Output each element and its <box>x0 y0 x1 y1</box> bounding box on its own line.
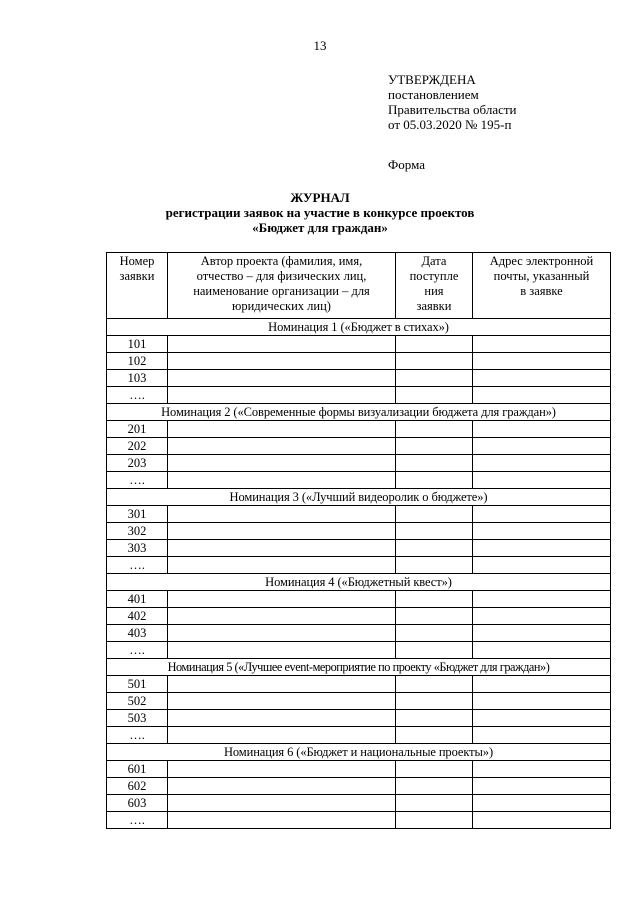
table-row <box>107 557 611 574</box>
title-line: регистрации заявок на участие в конкурсе проектов <box>165 205 475 220</box>
email-cell <box>473 676 611 693</box>
author-cell <box>168 540 396 557</box>
email-cell <box>473 642 611 659</box>
date-cell <box>396 438 473 455</box>
author-cell <box>168 625 396 642</box>
application-number-cell: 102 <box>107 353 168 370</box>
email-cell <box>473 455 611 472</box>
author-cell <box>168 761 396 778</box>
date-cell <box>396 727 473 744</box>
email-cell <box>473 795 611 812</box>
table-row <box>107 336 611 353</box>
date-cell <box>396 676 473 693</box>
date-cell <box>396 557 473 574</box>
approval-stamp <box>388 72 517 132</box>
nomination-title: Номинация 6 («Бюджет и национальные проекты») <box>107 744 611 761</box>
email-cell <box>473 727 611 744</box>
email-cell <box>473 336 611 353</box>
date-cell <box>396 608 473 625</box>
application-number-cell: 503 <box>107 710 168 727</box>
author-cell <box>168 557 396 574</box>
approval-line: УТВЕРЖДЕНА <box>388 72 476 87</box>
application-number-cell: …. <box>107 727 168 744</box>
application-number-cell: 302 <box>107 523 168 540</box>
title-line: ЖУРНАЛ <box>290 190 350 205</box>
nomination-title: Номинация 4 («Бюджетный квест») <box>107 574 611 591</box>
application-number-cell: …. <box>107 812 168 829</box>
nomination-title: Номинация 2 («Современные формы визуализации бюджета для граждан») <box>107 404 611 421</box>
date-cell <box>396 812 473 829</box>
table-row <box>107 710 611 727</box>
header-receipt-date: Дата поступле ния заявки <box>396 253 473 319</box>
table-row <box>107 812 611 829</box>
table-row <box>107 455 611 472</box>
author-cell <box>168 778 396 795</box>
journal-table <box>106 252 611 829</box>
table-row <box>107 778 611 795</box>
date-cell <box>396 591 473 608</box>
date-cell <box>396 336 473 353</box>
author-cell <box>168 506 396 523</box>
table-row <box>107 370 611 387</box>
application-number-cell: 602 <box>107 778 168 795</box>
application-number-cell: 301 <box>107 506 168 523</box>
application-number-cell: 203 <box>107 455 168 472</box>
author-cell <box>168 421 396 438</box>
email-cell <box>473 693 611 710</box>
table-row <box>107 353 611 370</box>
author-cell <box>168 727 396 744</box>
application-number-cell: 603 <box>107 795 168 812</box>
author-cell <box>168 455 396 472</box>
author-cell <box>168 710 396 727</box>
application-number-cell: 502 <box>107 693 168 710</box>
application-number-cell: 401 <box>107 591 168 608</box>
date-cell <box>396 455 473 472</box>
document-title <box>0 190 640 235</box>
date-cell <box>396 761 473 778</box>
email-cell <box>473 472 611 489</box>
table-row <box>107 727 611 744</box>
email-cell <box>473 710 611 727</box>
table-row <box>107 761 611 778</box>
author-cell <box>168 523 396 540</box>
table-row <box>107 693 611 710</box>
header-application-number: Номер заявки <box>107 253 168 319</box>
header-project-author: Автор проекта (фамилия, имя, отчество – для физических лиц, наименование организации – для юридических лиц) <box>168 253 396 319</box>
email-cell <box>473 778 611 795</box>
table-row <box>107 387 611 404</box>
author-cell <box>168 353 396 370</box>
email-cell <box>473 438 611 455</box>
nomination-row <box>107 319 611 336</box>
email-cell <box>473 506 611 523</box>
date-cell <box>396 778 473 795</box>
email-cell <box>473 625 611 642</box>
form-label: Форма <box>388 157 425 172</box>
page-number: 13 <box>313 38 327 53</box>
nomination-row <box>107 659 611 676</box>
header-email: Адрес электронной почты, указанный в заявке <box>473 253 611 319</box>
nomination-row <box>107 489 611 506</box>
date-cell <box>396 795 473 812</box>
date-cell <box>396 523 473 540</box>
email-cell <box>473 540 611 557</box>
nomination-row <box>107 404 611 421</box>
author-cell <box>168 608 396 625</box>
table-row <box>107 438 611 455</box>
author-cell <box>168 642 396 659</box>
author-cell <box>168 336 396 353</box>
date-cell <box>396 540 473 557</box>
date-cell <box>396 625 473 642</box>
date-cell <box>396 642 473 659</box>
table-row <box>107 506 611 523</box>
email-cell <box>473 608 611 625</box>
application-number-cell: 601 <box>107 761 168 778</box>
date-cell <box>396 710 473 727</box>
table-row <box>107 540 611 557</box>
author-cell <box>168 370 396 387</box>
approval-line: от 05.03.2020 № 195-п <box>388 117 512 132</box>
author-cell <box>168 693 396 710</box>
email-cell <box>473 353 611 370</box>
date-cell <box>396 370 473 387</box>
author-cell <box>168 795 396 812</box>
table-row <box>107 625 611 642</box>
application-number-cell: …. <box>107 472 168 489</box>
date-cell <box>396 387 473 404</box>
author-cell <box>168 438 396 455</box>
date-cell <box>396 472 473 489</box>
nomination-title: Номинация 3 («Лучший видеоролик о бюджете») <box>107 489 611 506</box>
date-cell <box>396 353 473 370</box>
application-number-cell: 103 <box>107 370 168 387</box>
application-number-cell: 101 <box>107 336 168 353</box>
table-row <box>107 795 611 812</box>
table-row <box>107 642 611 659</box>
application-number-cell: …. <box>107 642 168 659</box>
approval-line: Правительства области <box>388 102 517 117</box>
application-number-cell: …. <box>107 387 168 404</box>
date-cell <box>396 693 473 710</box>
author-cell <box>168 591 396 608</box>
table-row <box>107 523 611 540</box>
author-cell <box>168 387 396 404</box>
nomination-row <box>107 574 611 591</box>
application-number-cell: …. <box>107 557 168 574</box>
nomination-title: Номинация 5 («Лучшее event-мероприятие по проекту «Бюджет для граждан») <box>107 659 611 676</box>
application-number-cell: 403 <box>107 625 168 642</box>
application-number-cell: 303 <box>107 540 168 557</box>
nomination-row <box>107 744 611 761</box>
email-cell <box>473 387 611 404</box>
email-cell <box>473 591 611 608</box>
email-cell <box>473 523 611 540</box>
email-cell <box>473 421 611 438</box>
application-number-cell: 202 <box>107 438 168 455</box>
email-cell <box>473 761 611 778</box>
application-number-cell: 201 <box>107 421 168 438</box>
date-cell <box>396 506 473 523</box>
table-row <box>107 472 611 489</box>
table-row <box>107 421 611 438</box>
email-cell <box>473 557 611 574</box>
title-line: «Бюджет для граждан» <box>252 220 388 235</box>
email-cell <box>473 812 611 829</box>
approval-line: постановлением <box>388 87 479 102</box>
author-cell <box>168 812 396 829</box>
nomination-title: Номинация 1 («Бюджет в стихах») <box>107 319 611 336</box>
table-row <box>107 676 611 693</box>
author-cell <box>168 676 396 693</box>
date-cell <box>396 421 473 438</box>
table-row <box>107 608 611 625</box>
table-header-row <box>107 253 611 319</box>
email-cell <box>473 370 611 387</box>
author-cell <box>168 472 396 489</box>
application-number-cell: 402 <box>107 608 168 625</box>
application-number-cell: 501 <box>107 676 168 693</box>
table-row <box>107 591 611 608</box>
